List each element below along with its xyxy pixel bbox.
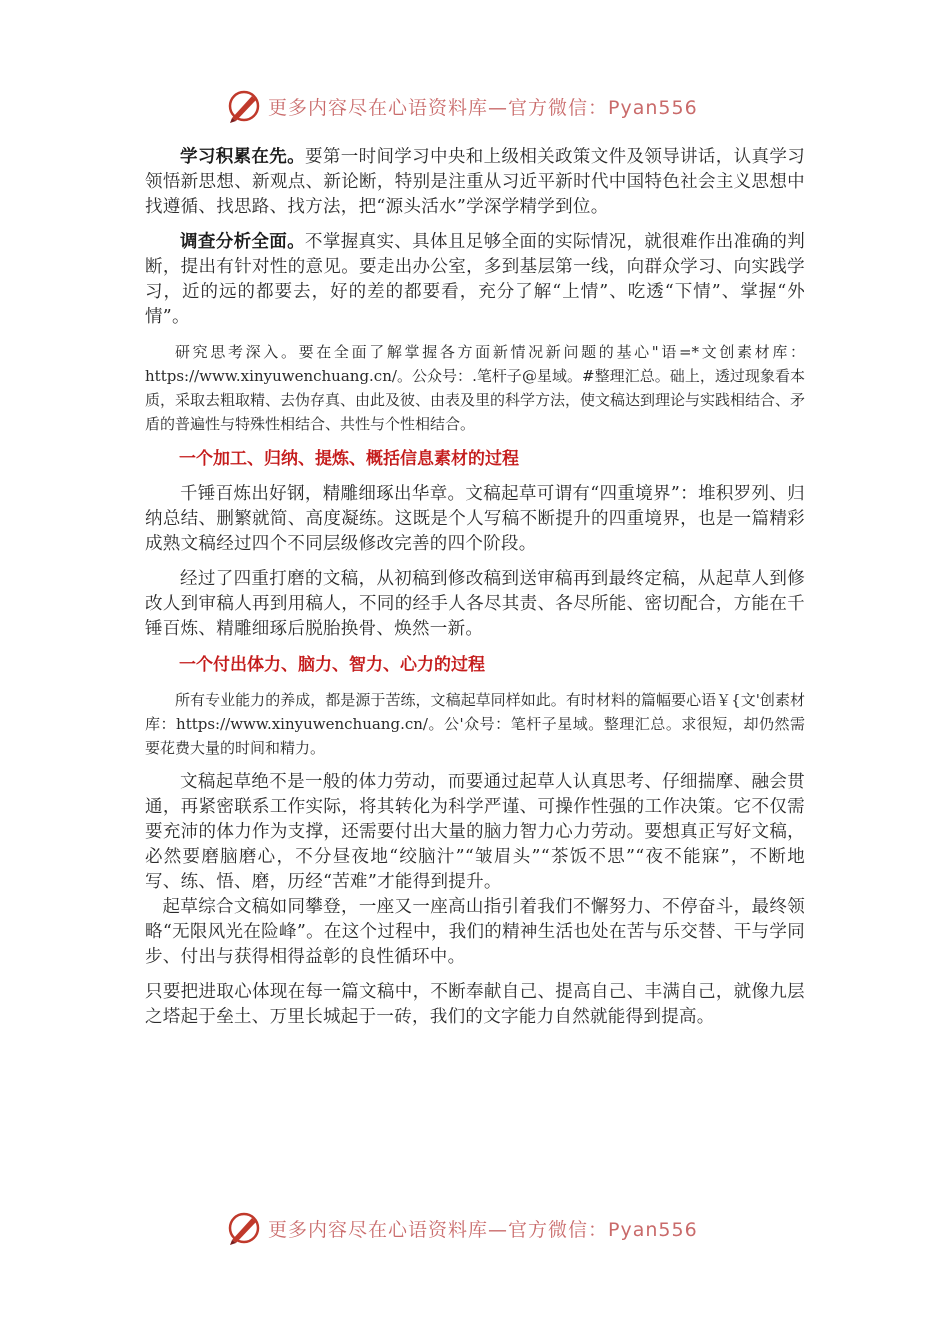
- paragraph-title: 调查分析全面。: [180, 232, 306, 252]
- pen-logo-icon: [226, 88, 262, 124]
- section-heading-processing: 一个加工、归纳、提炼、概括信息素材的过程: [179, 449, 519, 469]
- paragraph-thinking: 研究思考深入。要在全面了解掌握各方面新情况新问题的基心"语=*文创素材库：https://www.xinyuwenchuang.cn/。公众号：.笔杆子@星域。#整理汇总。础上，透过现象看本质，采取去粗取精、去伪存真、由此及彼、由表及里的科学方法，使文稿达到理论与实践相结合、矛盾的普遍性与特殊性相结合、共性与个性相结合。: [145, 343, 806, 433]
- footer-banner: [226, 1208, 726, 1248]
- paragraph-text: 不掌握真实、具体且足够全面的实际情况，就很难作出准确的判断，提出有针对性的意见。要走出办公室，多到基层第一线，向群众学习、向实践学习，近的远的都要去，好的差的都要看，充分了解“上情”、吃透“下情”、掌握“外情”。: [145, 232, 805, 327]
- paragraph-research: [145, 230, 805, 330]
- paragraph-four-realms: 千锤百炼出好钢，精雕细琢出华章。文稿起草可谓有“四重境界”：堆积罗列、归纳总结、删繁就简、高度凝练。这既是个人写稿不断提升的四重境界，也是一篇精彩成熟文稿经过四个不同层级修改完善的四个阶段。: [145, 484, 805, 554]
- paragraph-labor: 文稿起草绝不是一般的体力劳动，而要通过起草人认真思考、仔细揣摩、融会贯通，再紧密联系工作实际，将其转化为科学严谨、可操作性强的工作决策。它不仅需要充沛的体力作为支撑，还需要付出大量的脑力智力心力劳动。要想真正写好文稿，必然要磨脑磨心，不分昼夜地“绞脑汁”“皱眉头”“茶饭不思”“夜不能寐”，不断地写、练、悟、磨，历经“苦难”才能得到提升。: [145, 772, 805, 892]
- header-banner: [226, 86, 726, 126]
- pen-logo-icon: [226, 1210, 262, 1246]
- banner-text: 更多内容尽在心语资料库—官方微信：Pyan556: [268, 1218, 698, 1241]
- paragraph-practice: 所有专业能力的养成，都是源于苦练，文稿起草同样如此。有时材料的篇幅要心语￥{文'创素材库：https://www.xinyuwenchuang.cn/。公'众号：笔杆子星域。整理汇总。求很短，却仍然需要花费大量的时间和精力。: [145, 691, 805, 757]
- paragraph-text: 要第一时间学习中央和上级相关政策文件及领导讲话，认真学习领悟新思想、新观点、新论断，特别是注重从习近平新时代中国特色社会主义思想中找遵循、找思路、找方法，把“源头活水”学深学精学到位。: [145, 147, 805, 217]
- article-body: [145, 145, 805, 1030]
- section-heading-effort: 一个付出体力、脑力、智力、心力的过程: [179, 655, 485, 675]
- paragraph-conclusion: 只要把进取心体现在每一篇文稿中，不断奉献自己、提高自己、丰满自己，就像九层之塔起于垒土、万里长城起于一砖，我们的文字能力自然就能得到提高。: [145, 982, 805, 1027]
- paragraph-polishing: 经过了四重打磨的文稿，从初稿到修改稿到送审稿再到最终定稿，从起草人到修改人到审稿人再到用稿人，不同的经手人各尽其责、各尽所能、密切配合，方能在千锤百炼、精雕细琢后脱胎换骨、焕然一新。: [145, 569, 805, 639]
- paragraph-study: [145, 145, 805, 220]
- paragraph-climbing: 起草综合文稿如同攀登，一座又一座高山指引着我们不懈努力、不停奋斗，最终领略“无限风光在险峰”。在这个过程中，我们的精神生活也处在苦与乐交替、干与学同步、付出与获得相得益彰的良性循环中。: [145, 897, 805, 967]
- banner-text: 更多内容尽在心语资料库—官方微信：Pyan556: [268, 96, 698, 119]
- paragraph-title: 学习积累在先。: [180, 147, 306, 167]
